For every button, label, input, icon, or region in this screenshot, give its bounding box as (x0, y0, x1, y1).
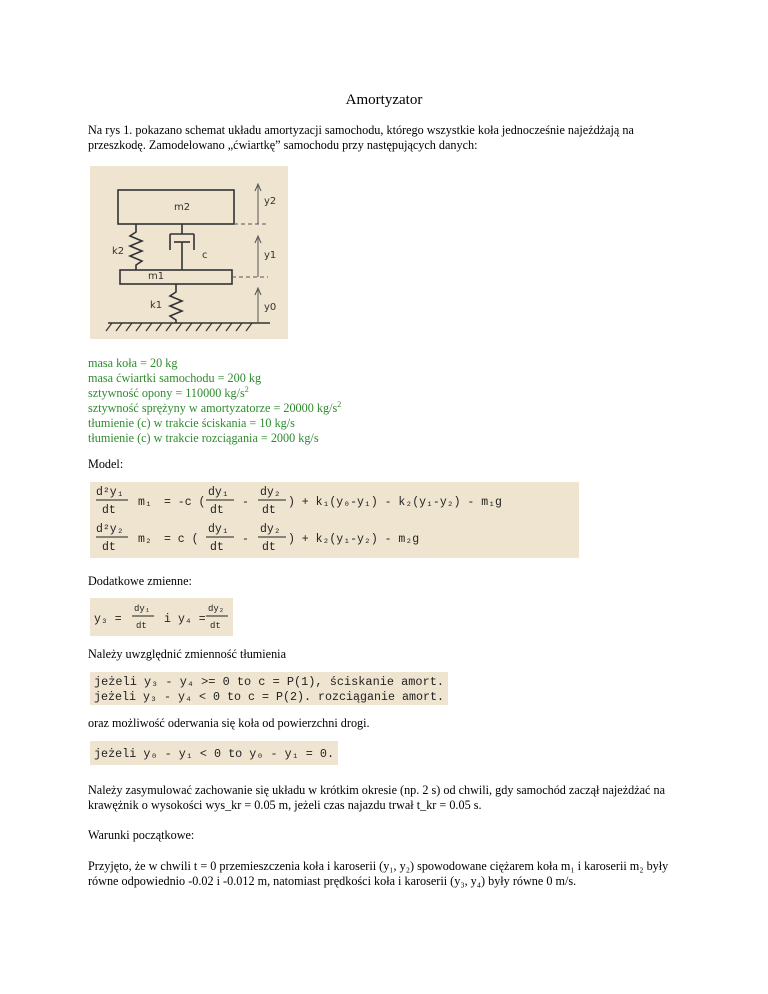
eq1-dy2: dy₂ (260, 486, 281, 499)
svg-text:-: - (242, 496, 249, 509)
eq2-dy1: dy₁ (208, 523, 229, 536)
parameter-list (88, 356, 688, 446)
damping-conditions (90, 672, 448, 705)
simulation-paragraph: Należy zasymulować zachowanie się układu w krótkim okresie (np. 2 s) od chwili, gdy samochód zaczął najeżdżać na krawężnik o wysokości wys_kr = 0.05 m, jeżeli czas najazdu trwał t_kr = 0.05 s. (88, 783, 665, 812)
eq1-rest: ) + k₁(y₀-y₁) - k₂(y₁-y₂) - m₁g (288, 496, 502, 509)
param-item: masa koła = 20 kg (88, 356, 178, 370)
suspension-schematic (90, 166, 288, 339)
label-k2: k2 (112, 246, 125, 257)
label-y0: y0 (264, 302, 277, 313)
model-equations (90, 482, 579, 558)
eq1-mass: m₁ (138, 496, 152, 509)
suspension-diagram (90, 166, 288, 339)
separation-condition (90, 741, 338, 765)
param-item: sztywność opony = 110000 $kg/s^2$ (88, 384, 249, 400)
initial-conditions-label: Warunki początkowe: (88, 828, 195, 842)
svg-text:i: i (164, 613, 171, 626)
svg-text:dt: dt (262, 541, 276, 554)
eq2-dy2: dy₂ (260, 523, 281, 536)
model-label: Model: (88, 457, 124, 471)
svg-text:dy₂: dy₂ (208, 604, 225, 614)
svg-text:-: - (242, 533, 249, 546)
label-y2: y2 (264, 196, 277, 207)
eq2-denominator: dt (102, 541, 116, 554)
eq2-numerator: d²y₂ (96, 523, 124, 536)
extra-y3: y₃ = (94, 613, 122, 626)
param-item: tłumienie (c) w trakcie ściskania = 10 kg/s (88, 416, 295, 430)
svg-text:dy₁: dy₁ (134, 604, 151, 614)
spring-k1 (170, 284, 182, 323)
separation-condition-text: jeżeli y₀ - y₁ < 0 to y₀ - y₁ = 0. (94, 748, 334, 761)
eq1-dy1: dy₁ (208, 486, 229, 499)
extra-y4: y₄ = (178, 613, 206, 626)
label-y1: y1 (264, 250, 277, 261)
svg-text:dt: dt (262, 504, 276, 517)
initial-conditions-paragraph: Przyjęto, że w chwili t = 0 przemieszczenia koła i karoserii (y₁, y₂) spowodowane ciężarem koła m₁ i karoserii m₂ były równe odpowiednio -0.02 i -0.012 m, natomiast prędkości koła i karoserii (y₃, y₄) były równe 0 m/s. (88, 859, 669, 888)
eq1-denominator: dt (102, 504, 116, 517)
mass-m1-box (120, 270, 232, 284)
extra-variables (90, 598, 233, 636)
separation-label: oraz możliwość oderwania się koła od powierzchni drogi. (88, 716, 370, 730)
svg-text:dt: dt (136, 621, 147, 631)
label-k1: k1 (150, 300, 163, 311)
label-c: c (202, 250, 208, 261)
damping-condition-extension: jeżeli y₃ - y₄ < 0 to c = P(2). rozciąganie amort. (94, 691, 445, 704)
damping-label: Należy uwzględnić zmienność tłumienia (88, 647, 286, 661)
svg-text:dt: dt (210, 541, 224, 554)
eq1-numerator: d²y₁ (96, 486, 124, 499)
eq1-eq: = -c ( (164, 496, 206, 509)
param-item: tłumienie (c) w trakcie rozciągania = 2000 kg/s (88, 431, 319, 445)
eq2-mass: m₂ (138, 533, 152, 546)
intro-paragraph: Na rys 1. pokazano schemat układu amortyzacji samochodu, którego wszystkie koła jednocześnie najeżdżają na przeszkodę. Zamodelowano „ćwiartkę” samochodu przy następujących danych: (88, 123, 634, 152)
svg-text:dt: dt (210, 504, 224, 517)
eq2-rest: ) + k₂(y₁-y₂) - m₂g (288, 533, 420, 546)
label-m2: m2 (174, 202, 191, 213)
page-title: Amortyzator (345, 92, 423, 108)
damping-condition-compression: jeżeli y₃ - y₄ >= 0 to c = P(1), ściskanie amort. (94, 676, 444, 689)
param-item: masa ćwiartki samochodu = 200 kg (88, 371, 262, 385)
svg-text:dt: dt (210, 621, 221, 631)
spring-k2 (130, 224, 142, 270)
eq2-eq: = c ( (164, 533, 199, 546)
extra-vars-label: Dodatkowe zmienne: (88, 574, 192, 588)
label-m1: m1 (148, 271, 165, 282)
param-item: sztywność sprężyny w amortyzatorze = 20000 $kg/s^2$ (88, 399, 342, 415)
